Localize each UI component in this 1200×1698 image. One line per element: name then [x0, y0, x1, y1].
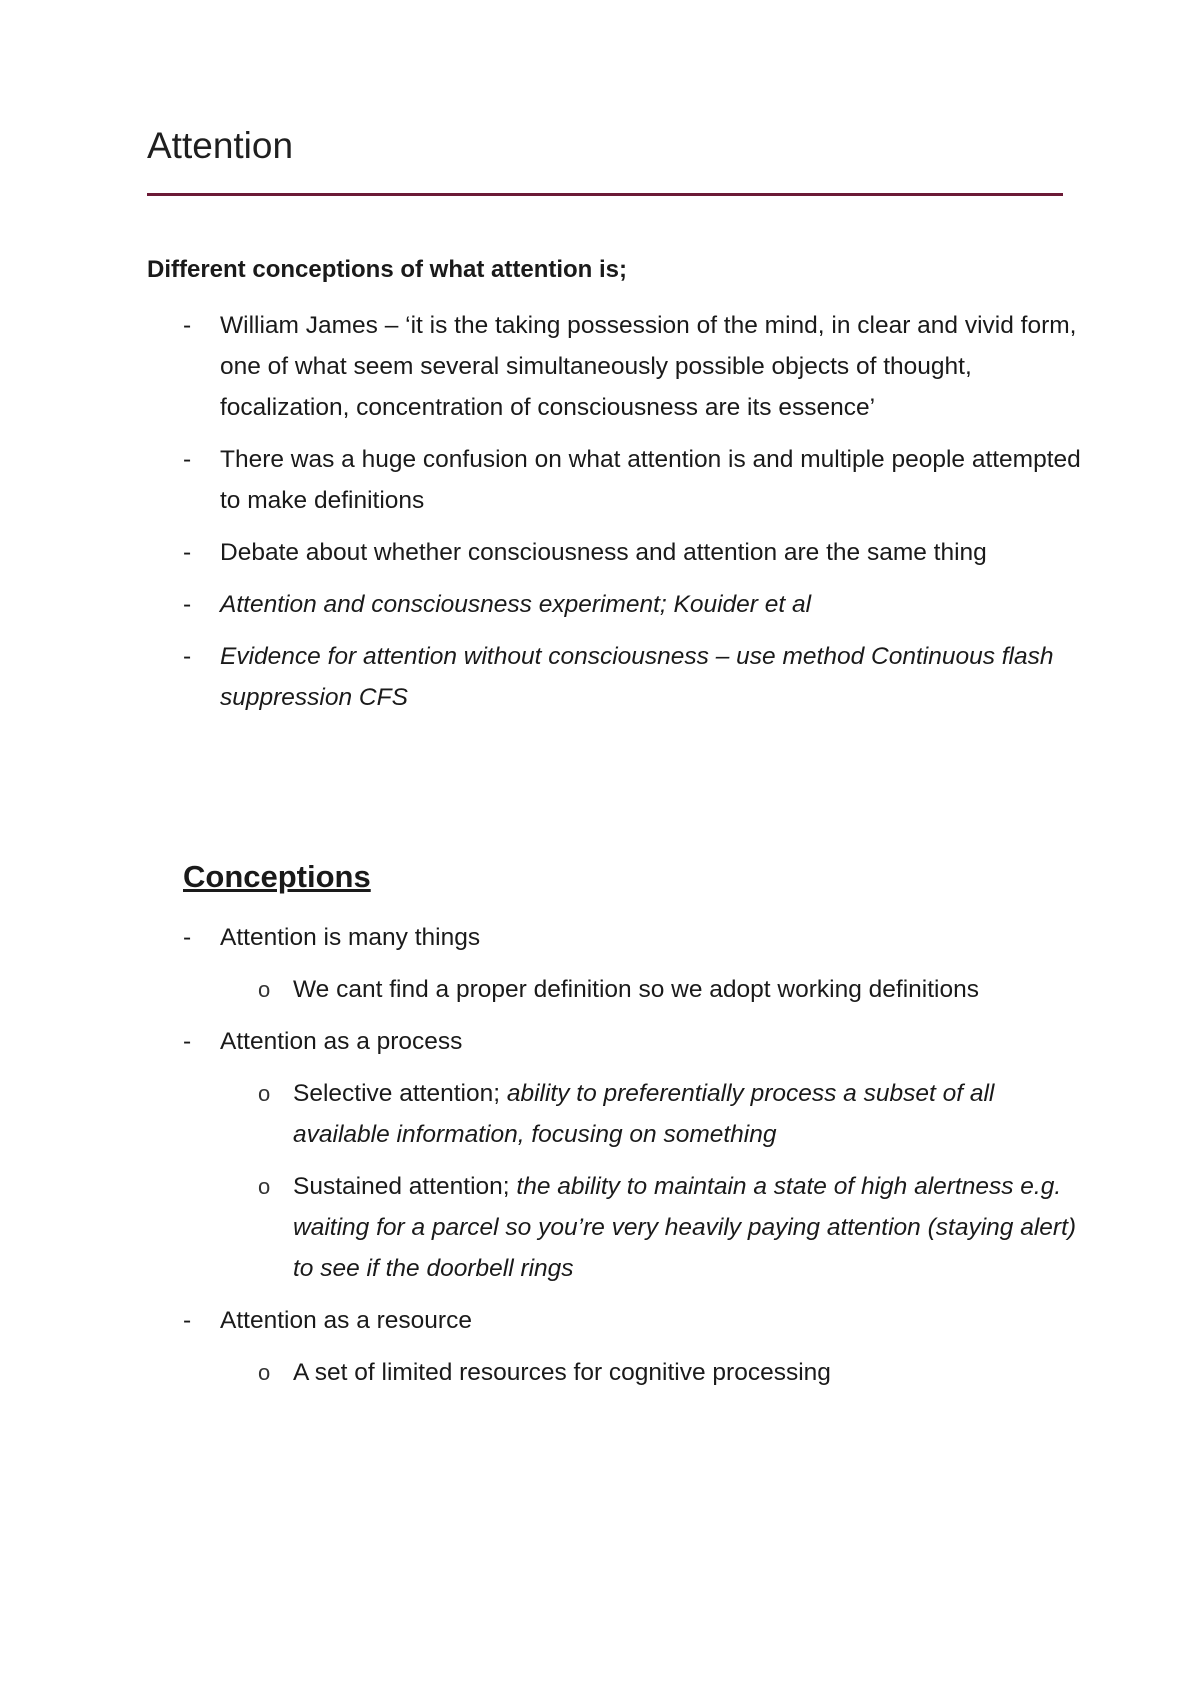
sub-item-definition: the ability to maintain a state of high alertness e.g. waiting for a parcel so you’re very heavily paying attention (staying alert) to see if the doorbell rings: [293, 1173, 1077, 1282]
list-item-text: There was a huge confusion on what attention is and multiple people attempted to make definitions: [220, 446, 1081, 514]
list-item-text: Debate about whether consciousness and attention are the same thing: [220, 539, 987, 566]
sub-item-definition: ability to preferentially process a subset of all available information, focusing on something: [293, 1080, 995, 1148]
section-heading-conceptions: Conceptions: [183, 859, 371, 894]
dash-bullet: -: [183, 591, 192, 618]
list-item-text: Attention and consciousness experiment; Kouider et al: [220, 591, 812, 618]
circle-bullet-icon: o: [258, 1174, 271, 1199]
list-item: [147, 532, 1087, 573]
sub-item-text: We cant find a proper definition so we adopt working definitions: [293, 976, 979, 1003]
section-heading-conceptions-of-attention: Different conceptions of what attention is;: [147, 256, 628, 283]
sub-list-item: [220, 1073, 1087, 1155]
list-item: [147, 305, 1087, 428]
circle-bullet-icon: o: [258, 977, 271, 1002]
dash-bullet: -: [183, 312, 192, 339]
sub-list-item: [220, 1352, 1087, 1393]
dash-bullet: -: [183, 539, 192, 566]
list-item-label: Attention as a process: [220, 1028, 463, 1055]
list-item-label: Attention is many things: [220, 924, 481, 951]
list-item: [147, 584, 1087, 625]
title-divider: [147, 193, 1063, 196]
list-item: [147, 1300, 1087, 1393]
page-title: Attention: [147, 125, 294, 166]
dash-bullet: -: [183, 643, 192, 670]
conceptions-bullet-list: [147, 305, 1087, 729]
dash-bullet: -: [183, 924, 192, 951]
dash-bullet: -: [183, 1307, 192, 1334]
dash-bullet: -: [183, 446, 192, 473]
circle-bullet-icon: o: [258, 1081, 271, 1106]
sub-list: [220, 1073, 1087, 1289]
circle-bullet-icon: o: [258, 1360, 271, 1385]
list-item-label: Attention as a resource: [220, 1307, 472, 1334]
sub-list-item: [220, 969, 1087, 1010]
list-item: [147, 439, 1087, 521]
list-item: [147, 917, 1087, 1010]
list-item-text: Evidence for attention without consciousness – use method Continuous flash suppression CFS: [220, 643, 1054, 711]
list-item: [147, 636, 1087, 718]
sub-list: [220, 1352, 1087, 1393]
sub-item-text: Sustained attention;: [293, 1173, 517, 1200]
conceptions-list: [147, 917, 1087, 1404]
sub-list-item: [220, 1166, 1087, 1289]
sub-item-text: Selective attention;: [293, 1080, 507, 1107]
sub-item-text: A set of limited resources for cognitive processing: [293, 1359, 831, 1386]
list-item: [147, 1021, 1087, 1289]
list-item-text: William James – ‘it is the taking possession of the mind, in clear and vivid form, one of what seem several simultaneously possible objects of thought, focalization, concentration of consciousness are its essence’: [220, 312, 1077, 421]
dash-bullet: -: [183, 1028, 192, 1055]
sub-list: [220, 969, 1087, 1010]
